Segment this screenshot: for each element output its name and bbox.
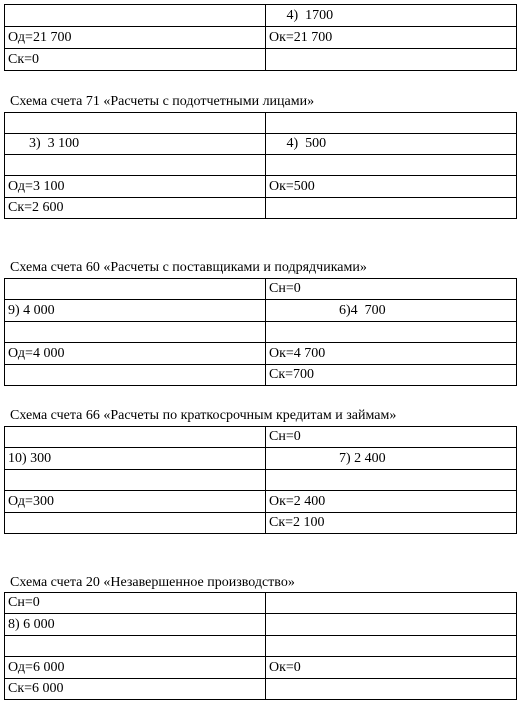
account-60-title: Схема счета 60 «Расчеты с поставщиками и подрядчиками» <box>10 260 367 275</box>
cell: Ск=700 <box>266 365 517 386</box>
cell <box>266 198 517 219</box>
cell <box>5 365 266 386</box>
cell <box>5 470 266 491</box>
cell: Ск=0 <box>5 49 266 71</box>
cell: Сн=0 <box>266 279 517 300</box>
cell: Ок=0 <box>266 657 517 679</box>
account-20-title: Схема счета 20 «Незавершенное производство» <box>10 575 295 590</box>
cell <box>266 614 517 636</box>
cell: Ок=500 <box>266 176 517 198</box>
cell: Ок=2 400 <box>266 491 517 513</box>
cell: 8) 6 000 <box>5 614 266 636</box>
cell: Ск=6 000 <box>5 679 266 700</box>
cell <box>266 679 517 700</box>
cell: Од=6 000 <box>5 657 266 679</box>
account-71-table <box>4 112 517 219</box>
cell <box>5 427 266 448</box>
cell: Ок=21 700 <box>266 27 517 49</box>
cell: Ск=2 100 <box>266 513 517 534</box>
cell <box>266 593 517 614</box>
cell <box>266 636 517 657</box>
cell: 4) 1700 <box>266 5 517 27</box>
account-60-table <box>4 278 517 386</box>
cell: Од=21 700 <box>5 27 266 49</box>
cell <box>266 470 517 491</box>
cell <box>266 113 517 134</box>
cell: 9) 4 000 <box>5 300 266 322</box>
cell: 10) 300 <box>5 448 266 470</box>
cell <box>5 5 266 27</box>
cell <box>5 279 266 300</box>
account-66-title: Схема счета 66 «Расчеты по краткосрочным кредитам и займам» <box>10 408 397 423</box>
cell <box>5 155 266 176</box>
cell: 6)4 700 <box>266 300 517 322</box>
cell <box>266 322 517 343</box>
account-20-table <box>4 592 517 700</box>
cell: Од=300 <box>5 491 266 513</box>
cell: Од=4 000 <box>5 343 266 365</box>
cell: Сн=0 <box>5 593 266 614</box>
cell <box>266 155 517 176</box>
cell: 4) 500 <box>266 134 517 155</box>
cell: Ок=4 700 <box>266 343 517 365</box>
cell <box>266 49 517 71</box>
cell <box>5 322 266 343</box>
cell <box>5 113 266 134</box>
account-table-1 <box>4 4 517 71</box>
cell: Ск=2 600 <box>5 198 266 219</box>
cell <box>5 513 266 534</box>
cell <box>5 636 266 657</box>
cell: 3) 3 100 <box>5 134 266 155</box>
account-71-title: Схема счета 71 «Расчеты с подотчетными лицами» <box>10 94 315 109</box>
cell: Од=3 100 <box>5 176 266 198</box>
cell: 7) 2 400 <box>266 448 517 470</box>
account-66-table <box>4 426 517 534</box>
cell: Сн=0 <box>266 427 517 448</box>
